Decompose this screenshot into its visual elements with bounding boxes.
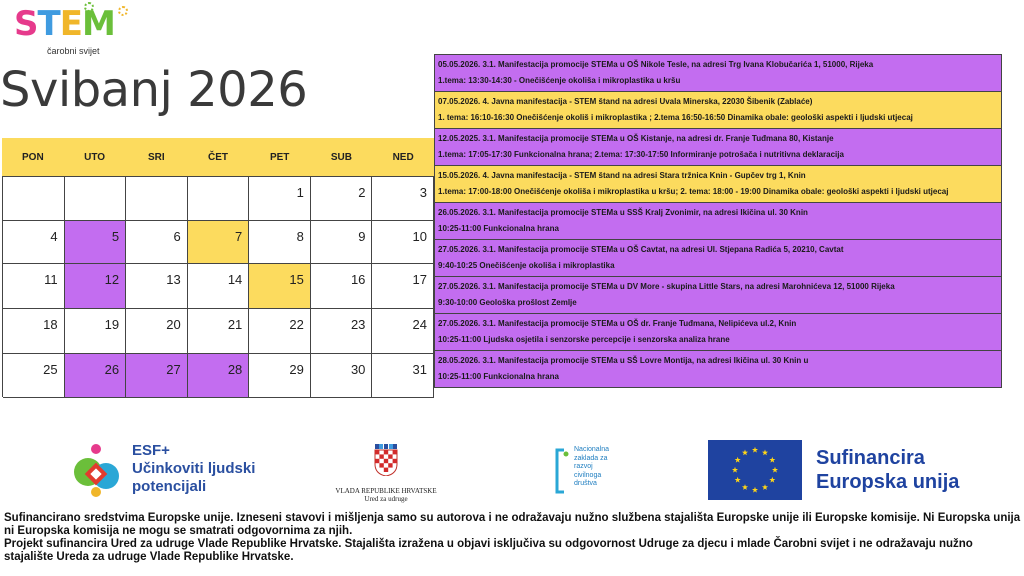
disclaimer-ured: Projekt sufinancira Ured za udruge Vlade Republike Hrvatske. Stajališta izražena u objavi isključiva su odgovornost Udruge za djecu i mlade Čarobni svijet i ne odražavaju nužno stajalište Ureda za udruge Vlade Republike Hrvatske. xyxy=(4,538,973,563)
calendar-empty-cell xyxy=(3,177,65,221)
calendar-day: 28 xyxy=(188,354,250,398)
disclaimer xyxy=(4,512,1022,564)
event-detail: 10:25-11:00 Ljudska osjetila i senzorske percepcije i senzorska analiza hrane xyxy=(438,335,730,344)
event-detail: 1.tema: 13:30-14:30 - Onečišćenje okoliša i mikroplastika u kršu xyxy=(438,76,681,85)
disclaimer-eu: Sufinancirano sredstvima Europske unije. Izneseni stavovi i mišljenja samo su autorova i ne odražavaju nužno službena stajališta Europske unije ili Europske komisije. Ni Europska unija ni Europska komisija ne mogu se smatrati odgovornima za njih. xyxy=(4,512,1021,537)
event-detail: 1.tema: 17:00-18:00 Onečišćenje okoliša i mikroplastika u kršu; 2. tema: 18:00 - 19:00 Dinamika obale: geološki aspekti i ljudski utjecaj xyxy=(438,187,949,196)
esf-plus-label: ESF+ xyxy=(132,442,170,459)
eu-text xyxy=(816,446,959,494)
logo-letter-t: T xyxy=(37,4,60,44)
logo-letter-s: S xyxy=(14,4,38,44)
event-detail: 9:30-10:00 Geološka prošlost Zemlje xyxy=(438,298,577,307)
calendar-day: 21 xyxy=(188,309,250,354)
event-title: 27.05.2026. 3.1. Manifestacija promocije STEMa u OŠ Cavtat, na adresi Ul. Stjepana Radića 5, 20210, Cavtat xyxy=(438,245,844,254)
event-item xyxy=(434,91,1002,128)
weekday-label: PET xyxy=(269,151,290,163)
calendar-day: 5 xyxy=(65,221,127,264)
gear-icon xyxy=(118,6,128,16)
nzrcd-logo xyxy=(554,444,628,506)
weekday-label: ČET xyxy=(207,151,228,163)
calendar-day: 13 xyxy=(126,264,188,309)
calendar-day: 14 xyxy=(188,264,250,309)
calendar-day: 11 xyxy=(3,264,65,309)
event-item xyxy=(434,350,1002,388)
nzrcd-line: razvoj xyxy=(574,463,593,470)
calendar-day: 9 xyxy=(311,221,373,264)
event-detail: 10:25-11:00 Funkcionalna hrana xyxy=(438,224,559,233)
weekday-label: SRI xyxy=(147,151,165,163)
event-list xyxy=(434,54,1002,397)
logo-letter-m: M xyxy=(81,4,115,44)
weekday-label: UTO xyxy=(84,151,106,163)
calendar-day: 15 xyxy=(249,264,311,309)
stem-logo xyxy=(14,4,134,62)
weekday-label: SUB xyxy=(330,151,352,163)
calendar-day: 29 xyxy=(249,354,311,398)
calendar-grid xyxy=(2,176,434,397)
calendar-day: 27 xyxy=(126,354,188,398)
calendar-day: 23 xyxy=(311,309,373,354)
nzrcd-line: civilnoga xyxy=(574,471,602,479)
croatian-coat-of-arms-icon xyxy=(373,444,399,476)
esf-emblem-icon xyxy=(68,442,124,498)
vlada-rh-logo xyxy=(330,444,442,502)
calendar-day: 18 xyxy=(3,309,65,354)
calendar-day: 10 xyxy=(372,221,434,264)
calendar-day: 30 xyxy=(311,354,373,398)
nzrcd-text xyxy=(574,446,609,489)
calendar-day: 3 xyxy=(372,177,434,221)
event-detail: 1.tema: 17:05-17:30 Funkcionalna hrana; 2.tema: 17:30-17:50 Informiranje potrošača i nutritivna deklaracija xyxy=(438,150,844,159)
weekday-label: PON xyxy=(22,151,44,163)
event-item xyxy=(434,313,1002,350)
event-detail: 10:25-11:00 Funkcionalna hrana xyxy=(438,372,559,381)
gear-icon xyxy=(84,2,94,12)
calendar-day: 8 xyxy=(249,221,311,264)
calendar-day: 4 xyxy=(3,221,65,264)
logo-letter-e: E xyxy=(59,4,82,44)
calendar-day: 16 xyxy=(311,264,373,309)
esf-logo xyxy=(68,440,278,502)
calendar-day: 17 xyxy=(372,264,434,309)
event-item xyxy=(434,276,1002,313)
eu-flag-icon xyxy=(708,440,802,500)
nzrcd-line: društva xyxy=(574,480,597,487)
eu-logo xyxy=(708,440,974,500)
event-item xyxy=(434,165,1002,202)
event-detail: 1. tema: 16:10-16:30 Onečišćenje okoliš i mikroplastika ; 2.tema 16:50-16:50 Dinamika obale: geološki aspekti i ljudski utjecaj xyxy=(438,113,913,122)
calendar-empty-cell xyxy=(188,177,250,221)
eu-line-1: Sufinancira xyxy=(816,447,925,469)
calendar-day: 1 xyxy=(249,177,311,221)
event-title: 28.05.2026. 3.1. Manifestacija promocije STEMa u SŠ Lovre Montija, na adresi Ikičina ul. 30 Knin u xyxy=(438,356,809,365)
vlada-name: VLADA REPUBLIKE HRVATSKE xyxy=(335,487,437,495)
calendar-day: 26 xyxy=(65,354,127,398)
event-item xyxy=(434,54,1002,91)
calendar-day: 12 xyxy=(65,264,127,309)
event-item xyxy=(434,202,1002,239)
event-title: 15.05.2026. 4. Javna manifestacija - STEM štand na adresi Stara tržnica Knin - Gupčev trg 1, Knin xyxy=(438,171,806,180)
calendar-day: 24 xyxy=(372,309,434,354)
nzrcd-line: zaklada za xyxy=(574,454,608,462)
calendar-day: 20 xyxy=(126,309,188,354)
stem-logo-word xyxy=(14,4,115,44)
event-item xyxy=(434,128,1002,165)
event-title: 05.05.2026. 3.1. Manifestacija promocije STEMa u OŠ Nikole Tesle, na adresi Trg Ivana Klobučarića 1, 51000, Rijeka xyxy=(438,60,874,69)
calendar-day: 7 xyxy=(188,221,250,264)
calendar-day: 2 xyxy=(311,177,373,221)
logo-subtitle: čarobni svijet xyxy=(47,46,100,56)
eu-line-2: Europska unija xyxy=(816,471,960,493)
event-item xyxy=(434,239,1002,276)
calendar-day: 25 xyxy=(3,354,65,398)
bracket-icon xyxy=(554,448,572,494)
calendar-day: 31 xyxy=(372,354,434,398)
event-title: 07.05.2026. 4. Javna manifestacija - STEM štand na adresi Uvala Minerska, 22030 Šibenik (Zablaće) xyxy=(438,97,813,106)
nzrcd-line: Nacionalna xyxy=(574,446,610,453)
calendar-weekday-header xyxy=(2,138,434,176)
calendar-empty-cell xyxy=(126,177,188,221)
event-title: 12.05.2025. 3.1. Manifestacija promocije STEMa u OŠ Kistanje, na adresi dr. Franje Tuđmana 80, Kistanje xyxy=(438,134,834,143)
event-title: 27.05.2026. 3.1. Manifestacija promocije STEMa u OŠ dr. Franje Tuđmana, Nelipićeva ul.2, Knin xyxy=(438,319,797,328)
event-detail: 9:40-10:25 Onečišćenje okoliša i mikroplastika xyxy=(438,261,615,270)
page-title: Svibanj 2026 xyxy=(0,62,308,118)
weekday-label: NED xyxy=(392,151,414,163)
calendar-day: 19 xyxy=(65,309,127,354)
event-title: 27.05.2026. 3.1. Manifestacija promocije STEMa u DV More - skupina Little Stars, na adresi Marohnićeva 12, 51000 Rijeka xyxy=(438,282,895,291)
esf-line-2: potencijali xyxy=(132,478,207,495)
esf-line-1: Učinkoviti ljudski xyxy=(132,460,256,477)
esf-text xyxy=(132,442,255,496)
calendar-day: 22 xyxy=(249,309,311,354)
vlada-office: Ured za udruge xyxy=(364,495,408,503)
calendar-day: 6 xyxy=(126,221,188,264)
calendar-empty-cell xyxy=(65,177,127,221)
event-title: 26.05.2026. 3.1. Manifestacija promocije STEMa u SSŠ Kralj Zvonimir, na adresi Ikičina ul. 30 Knin xyxy=(438,208,808,217)
